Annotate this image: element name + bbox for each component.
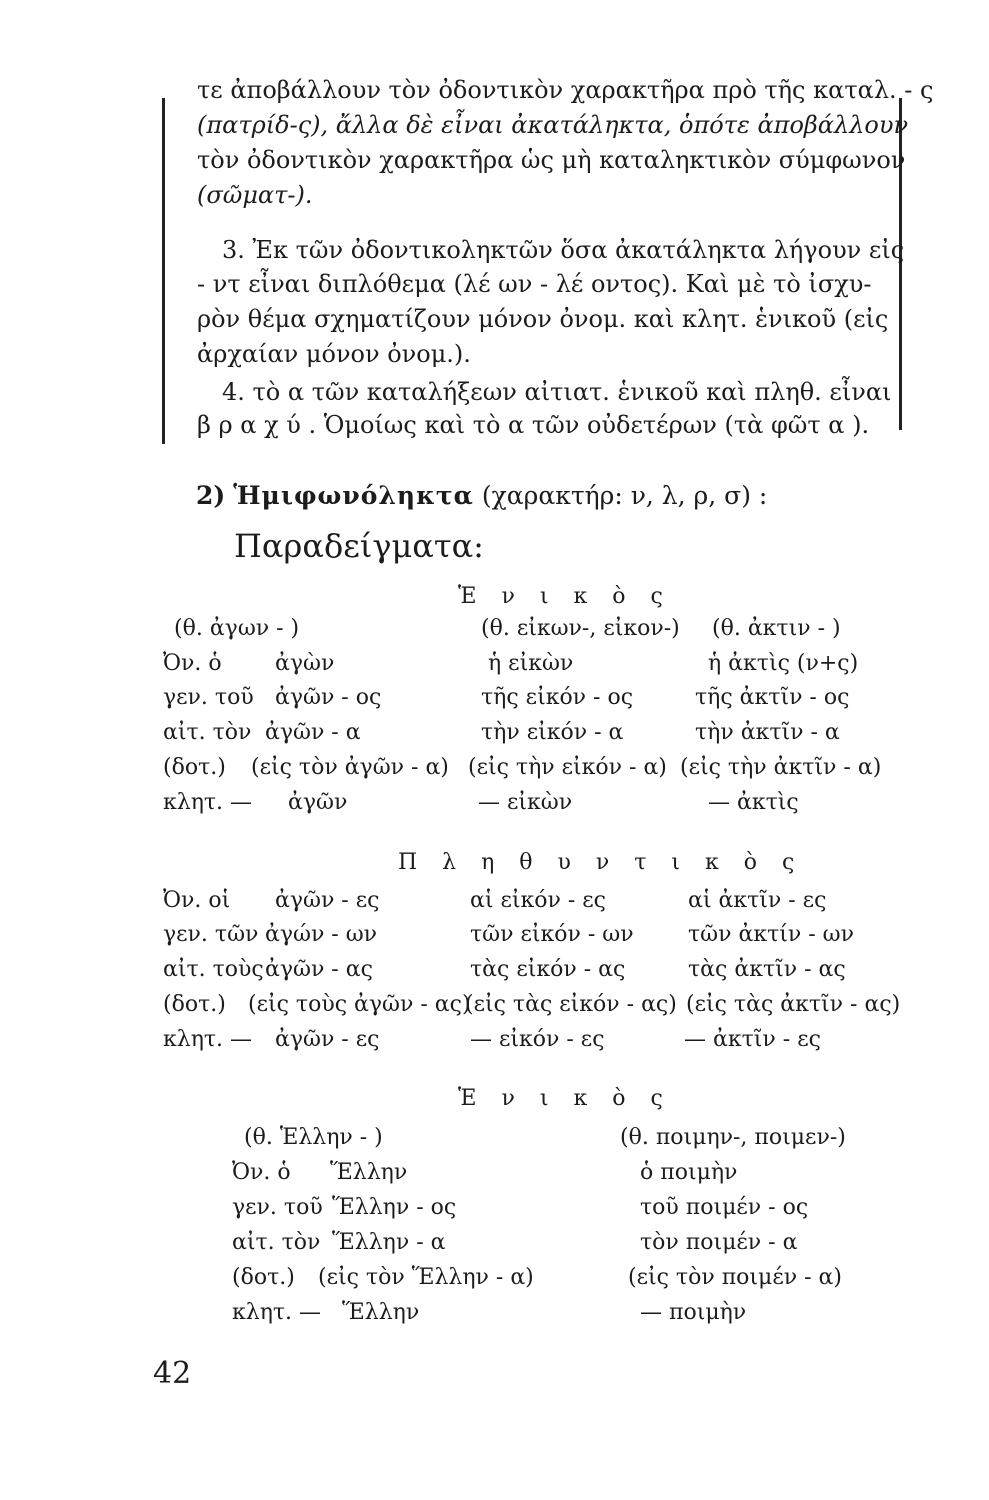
block1-plural-heading: Π λ η θ υ ν τ ι κ ὸ ς	[398, 850, 804, 875]
b2-c2-0: (θ. ποιμην-, ποιμεν-)	[620, 1125, 846, 1150]
b1p-c3-2: τὰς ἀκτῖν - ας	[688, 957, 846, 982]
intro-line-3: τὸν ὀδοντικὸν χαρακτῆρα ὡς μὴ καταληκτικὸν σύμφωνον	[197, 146, 906, 174]
b1s-c2-2: τῆς εἰκόν - ος	[481, 685, 634, 710]
b2-case-2: γεν. τοῦ	[232, 1195, 323, 1220]
b1p-c1-4: ἀγῶν - ες	[275, 1027, 380, 1052]
b1p-c2-1: τῶν εἰκόν - ων	[470, 922, 634, 947]
b2-c2-4: (εἰς τὸν ποιμέν - α)	[628, 1265, 842, 1290]
b1p-case-3: (δοτ.)	[163, 992, 226, 1017]
b1p-case-4: κλητ. —	[163, 1027, 253, 1052]
b1s-case-5: κλητ. —	[163, 790, 253, 815]
b1s-c3-2: τῆς ἀκτῖν - ος	[695, 685, 850, 710]
b1p-case-1: γεν. τῶν	[163, 922, 259, 947]
b1s-c3-3: τὴν ἀκτῖν - α	[695, 720, 840, 745]
b2-c2-5: — ποιμὴν	[640, 1300, 747, 1325]
intro-line-10: β ρ α χ ύ . Ὁμοίως καὶ τὸ α τῶν οὐδετέρων (τὰ φῶτ α ).	[197, 411, 870, 439]
b2-c2-2: τοῦ ποιμέν - ος	[640, 1195, 809, 1220]
b2-c1-5: Ἕλλην	[342, 1300, 420, 1325]
b1s-c1-5: ἀγῶν	[288, 790, 348, 815]
b1s-case-2: γεν. τοῦ	[163, 685, 254, 710]
intro-line-8: ἀρχαίαν μόνον ὀνομ.).	[197, 340, 471, 368]
b1p-c3-1: τῶν ἀκτίν - ων	[688, 922, 854, 947]
b1s-c2-3: τὴν εἰκόν - α	[481, 720, 624, 745]
b1p-c2-2: τὰς εἰκόν - ας	[470, 957, 626, 982]
section-number: 2)	[196, 481, 226, 510]
page-number: 42	[153, 1356, 192, 1391]
left-margin-bar	[162, 98, 165, 444]
b1s-c2-5: — εἰκὼν	[478, 790, 573, 815]
b1s-case-3: αἰτ. τὸν	[163, 720, 252, 745]
examples-label: Παραδείγματα:	[234, 527, 484, 565]
b1s-c3-4: (εἰς τὴν ἀκτῖν - α)	[680, 755, 882, 780]
intro-line-9: 4. τὸ α τῶν καταλήξεων αἰτιατ. ἑνικοῦ καὶ πληθ. εἶναι	[222, 378, 892, 406]
b1s-c1-0: (θ. ἀγων - )	[174, 616, 300, 641]
b1p-case-2: αἰτ. τοὺς	[163, 957, 264, 982]
b2-c1-2: Ἕλλην - ος	[332, 1195, 457, 1220]
b2-c1-3: Ἕλλην - α	[332, 1230, 446, 1255]
intro-line-7: ρὸν θέμα σχηματίζουν μόνον ὀνομ. καὶ κλητ. ἑνικοῦ (εἰς	[197, 305, 889, 333]
intro-line-6: - ντ εἶναι διπλόθεμα (λέ ων - λέ οντος). Καὶ μὲ τὸ ἰσχυ-	[197, 270, 872, 298]
b2-case-5: κλητ. —	[232, 1300, 322, 1325]
intro-line-1: τε ἀποβάλλουν τὸν ὀδοντικὸν χαρακτῆρα πρὸ τῆς καταλ. - ς	[197, 76, 934, 104]
b1s-c3-5: — ἀκτὶς	[708, 790, 799, 815]
b1s-c1-2: ἀγῶν - ος	[275, 685, 382, 710]
b2-c2-3: τὸν ποιμέν - α	[640, 1230, 798, 1255]
block1-singular-heading: Ἑ ν ι κ ὸ ς	[458, 584, 672, 609]
b1s-c3-0: (θ. ἀκτιν - )	[712, 616, 841, 641]
intro-line-2: (πατρίδ-ς), ἄλλα δὲ εἶναι ἀκατάληκτα, ὁπότε ἀποβάλλουν	[197, 111, 909, 139]
section-title: Ἡμιφωνόληκτα	[233, 481, 474, 510]
section-note: (χαρακτήρ: ν, λ, ρ, σ) :	[481, 481, 768, 510]
b1p-c1-0: ἀγῶν - ες	[275, 888, 380, 913]
block2-singular-heading: Ἑ ν ι κ ὸ ς	[458, 1086, 672, 1111]
b2-c1-4-visible: (εἰς τὸν Ἕλλην - α)	[318, 1265, 534, 1290]
b1s-c1-3: ἀγῶν - α	[265, 720, 361, 745]
b1p-c1-2: ἀγῶν - ας	[265, 957, 373, 982]
b1s-c1-4: (εἰς τὸν ἀγῶν - α)	[251, 755, 449, 780]
b2-case-4: (δοτ.)	[232, 1265, 295, 1290]
b1p-c2-0: αἱ εἰκόν - ες	[470, 888, 607, 913]
b1p-c1-1: ἀγών - ων	[265, 922, 378, 947]
b2-c1-0: (θ. Ἑλλην - )	[244, 1125, 383, 1150]
b1s-case-1: Ὀν. ὁ	[163, 651, 222, 676]
b1p-c3-0: αἱ ἀκτῖν - ες	[688, 888, 827, 913]
b2-c1-1: Ἕλλην	[330, 1160, 408, 1185]
b1p-c3-3: (εἰς τὰς ἀκτῖν - ας)	[686, 992, 901, 1017]
intro-line-5: 3. Ἐκ τῶν ὀδοντικοληκτῶν ὅσα ἀκατάληκτα λήγουν εἰς	[222, 236, 905, 264]
b1p-c2-4: — εἰκόν - ες	[470, 1027, 605, 1052]
b1s-c2-4: (εἰς τὴν εἰκόν - α)	[468, 755, 667, 780]
section-heading	[196, 481, 767, 510]
b2-case-3: αἰτ. τὸν	[232, 1230, 321, 1255]
b1p-case-0: Ὀν. οἱ	[163, 888, 231, 913]
b1p-c1-3: (εἰς τοὺς ἀγῶν - ας)	[248, 992, 471, 1017]
intro-line-4: (σῶματ-).	[197, 181, 313, 209]
b1s-c3-1: ἡ ἀκτὶς (ν+ς)	[708, 651, 859, 676]
b1p-c2-3: (εἰς τὰς εἰκόν - ας)	[465, 992, 677, 1017]
b1s-case-4: (δοτ.)	[163, 755, 226, 780]
b1s-c1-1: ἀγὼν	[275, 651, 335, 676]
b1s-c2-0: (θ. εἰκων-, εἰκον-)	[481, 616, 680, 641]
b2-c2-1: ὁ ποιμὴν	[640, 1160, 738, 1185]
b1p-c3-4: — ἀκτῖν - ες	[684, 1027, 821, 1052]
b1s-c2-1: ἡ εἰκὼν	[488, 651, 574, 676]
b2-case-1: Ὀν. ὁ	[232, 1160, 291, 1185]
